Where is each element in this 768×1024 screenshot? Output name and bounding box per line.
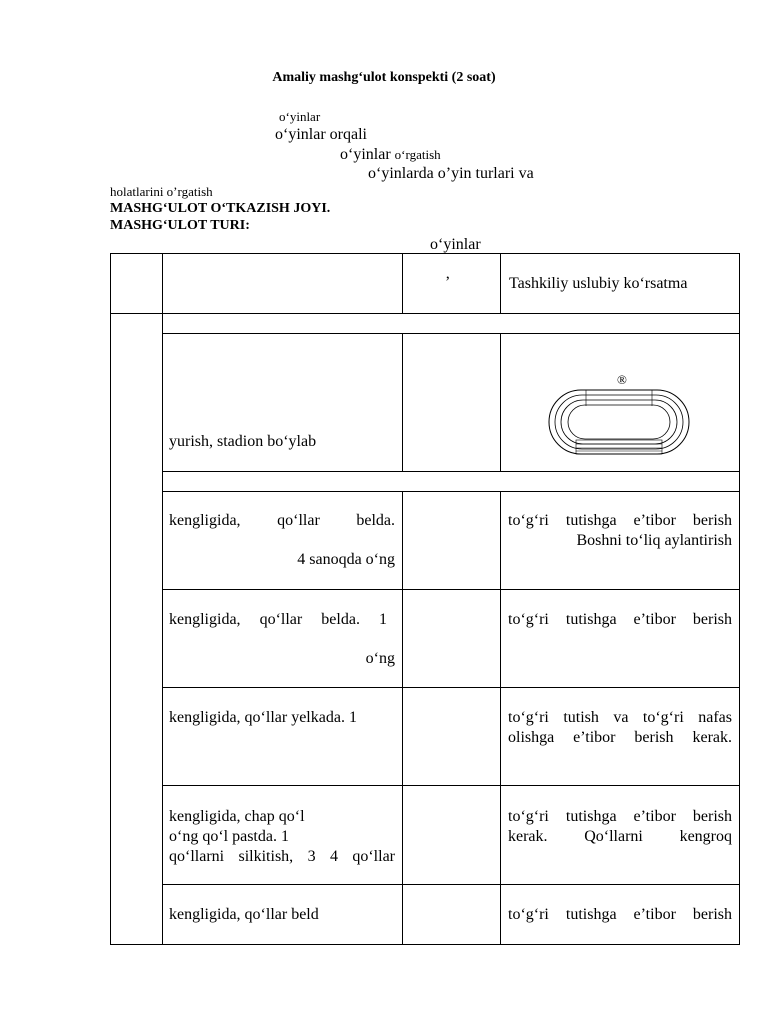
row5-note-line1: to‘g‘ri tutishga e’tibor berish	[508, 808, 732, 825]
stadium-track-figure	[546, 370, 692, 460]
row2-content-line1: kengligida, qo‘llar belda.	[169, 512, 395, 529]
table-line	[402, 253, 403, 313]
topic-line-1: o‘yinlar	[279, 109, 321, 124]
topic-line-5: holatlarini o’rgatish	[110, 184, 213, 199]
row5-content-line2: o‘ng qo‘l pastda. 1	[169, 828, 289, 845]
row2-note-line1: to‘g‘ri tutishga e’tibor berish	[508, 512, 732, 529]
row3-note-line1: to‘g‘ri tutishga e’tibor berish	[508, 611, 732, 628]
row6-note-line1: to‘g‘ri tutishga e’tibor berish	[508, 906, 732, 923]
topic-line-3	[340, 146, 441, 164]
table-line	[162, 589, 740, 590]
topic-line-3-small: o‘rgatish	[394, 147, 441, 162]
row5-note-line2: kerak. Qo‘llarni kengroq	[508, 828, 732, 845]
row4-note-line2: olishga e’tibor berish kerak.	[508, 729, 732, 746]
table-line	[162, 253, 163, 945]
table-line	[500, 333, 501, 471]
header-col4-text: Tashkiliy uslubiy ko‘rsatma	[509, 275, 688, 292]
track-inner	[568, 405, 670, 439]
topic-line-4: o‘yinlarda o’yin turlari va	[368, 165, 534, 182]
table-line	[162, 471, 740, 472]
row6-content-line1: kengligida, qo‘llar beld	[169, 906, 319, 923]
table-line	[162, 491, 740, 492]
table-line	[162, 884, 740, 885]
page-title: Amaliy mashg‘ulot konspekti (2 soat)	[272, 70, 496, 85]
row3-content-line1: kengligida, qo‘llar belda. 1	[169, 611, 387, 628]
row5-content-line3: qo‘llarni silkitish, 3 4 qo‘llar	[169, 848, 395, 865]
header-col3-text: ’	[445, 274, 451, 291]
track-lane	[555, 395, 683, 449]
table-line	[162, 785, 740, 786]
table-line	[402, 491, 403, 945]
type-label: MASHG‘ULOT TURI:	[110, 218, 250, 233]
table-border-bottom	[110, 944, 740, 945]
table-line	[500, 491, 501, 945]
row3-content-line2: o‘ng	[365, 650, 395, 667]
row5-content-line1: kengligida, chap qo‘l	[169, 808, 305, 825]
place-label: MASHG‘ULOT O‘TKAZISH JOYI.	[110, 201, 331, 216]
row1-content: yurish, stadion bo‘ylab	[169, 433, 317, 450]
row4-note-line1: to‘g‘ri tutish va to‘g‘ri nafas	[508, 709, 732, 726]
above-table-text: o‘yinlar	[430, 236, 481, 253]
table-line	[162, 687, 740, 688]
registered-symbol: ®	[617, 372, 627, 387]
table-line	[162, 333, 740, 334]
topic-line-3-main: o‘yinlar	[340, 146, 391, 163]
table-border-left	[110, 253, 111, 945]
table-line	[500, 253, 501, 313]
track-straight	[576, 440, 662, 454]
table-line	[110, 313, 740, 314]
table-line	[402, 333, 403, 471]
table-border-right	[739, 253, 740, 945]
row2-note-line2: Boshni to‘liq aylantirish	[576, 532, 732, 549]
row2-content-line2: 4 sanoqda o‘ng	[297, 551, 395, 568]
topic-line-2: o‘yinlar orqali	[275, 126, 367, 143]
lesson-table	[110, 253, 740, 945]
table-border-top	[110, 253, 740, 254]
row4-content-line1: kengligida, qo‘llar yelkada. 1	[169, 709, 357, 726]
